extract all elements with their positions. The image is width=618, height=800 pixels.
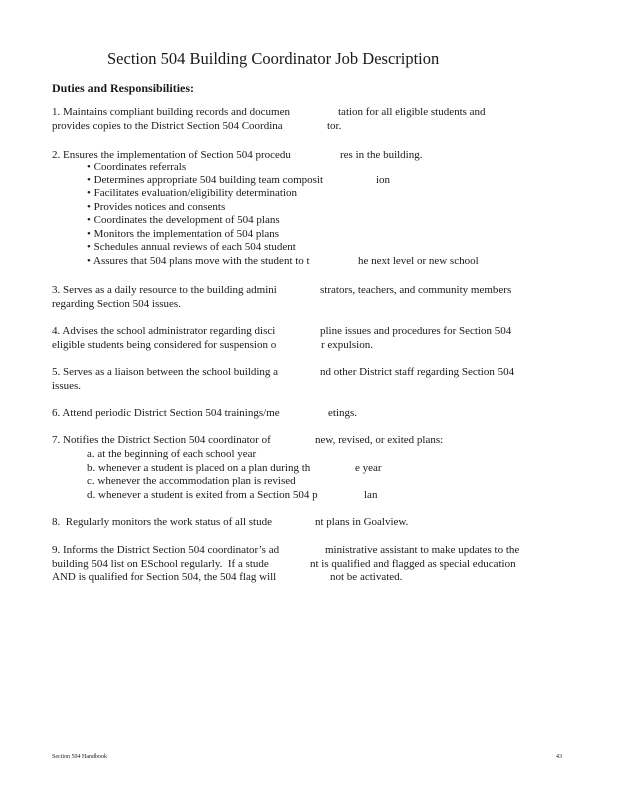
item-4-line-1b: pline issues and procedures for Section 504 (320, 325, 512, 337)
item-7-sub-a: a. at the beginning of each school year (87, 448, 257, 460)
item-2-line-1a: 2. Ensures the implementation of Section 504 procedu (52, 149, 291, 161)
item-1-line-1a: 1. Maintains compliant building records and documen (52, 106, 290, 118)
item-2-bullet-6: • Monitors the implementation of 504 plans (87, 228, 280, 240)
item-2-bullet-5: • Coordinates the development of 504 plans (87, 214, 280, 226)
item-9-line-3a: AND is qualified for Section 504, the 504 flag will (52, 571, 277, 583)
item-7-sub-c: c. whenever the accommodation plan is revised (87, 475, 296, 487)
item-6-line-1b: etings. (328, 407, 358, 419)
item-7-line-1a: 7. Notifies the District Section 504 coordinator of (52, 434, 271, 446)
item-2-bullet-4: • Provides notices and consents (87, 201, 226, 213)
item-2-bullet-8a: • Assures that 504 plans move with the student to t (87, 255, 310, 267)
footer-handbook-label: Section 504 Handbook (52, 754, 107, 760)
item-2-bullet-3: • Facilitates evaluation/eligibility determination (87, 187, 298, 199)
item-2-bullet-2a: • Determines appropriate 504 building team composit (87, 174, 324, 186)
document-title: Section 504 Building Coordinator Job Description (107, 49, 440, 68)
item-2-bullet-1: • Coordinates referrals (87, 161, 187, 173)
item-3-line-1a: 3. Serves as a daily resource to the building admini (52, 284, 277, 296)
item-1-line-1b: tation for all eligible students and (338, 106, 486, 118)
item-3-line-1b: strators, teachers, and community members (320, 284, 512, 296)
item-6-line-1a: 6. Attend periodic District Section 504 trainings/me (52, 407, 280, 419)
item-9-line-1a: 9. Informs the District Section 504 coordinator’s ad (52, 544, 280, 556)
item-2-bullet-7: • Schedules annual reviews of each 504 student (87, 241, 296, 253)
item-2-line-1b: res in the building. (340, 149, 423, 161)
item-5-line-2: issues. (52, 380, 82, 392)
item-9-line-2b: nt is qualified and flagged as special education (310, 558, 516, 570)
item-7-sub-b-b: e year (355, 462, 382, 474)
item-5-line-1b: nd other District staff regarding Section 504 (320, 366, 515, 378)
item-2-bullet-8b: he next level or new school (358, 255, 479, 267)
item-2-bullet-2b: ion (376, 174, 391, 186)
item-5-line-1a: 5. Serves as a liaison between the school building a (52, 366, 279, 378)
item-4-line-1a: 4. Advises the school administrator regarding disci (52, 325, 276, 337)
item-8-line-1a: 8. Regularly monitors the work status of all stude (52, 516, 272, 528)
item-4-line-2b: r expulsion. (321, 339, 373, 351)
item-3-line-2: regarding Section 504 issues. (52, 298, 181, 310)
item-7-sub-d-b: lan (364, 489, 378, 501)
footer-page-number: 43 (556, 754, 562, 760)
duties-heading: Duties and Responsibilities: (52, 81, 195, 95)
item-1-line-2a: provides copies to the District Section 504 Coordina (52, 120, 283, 132)
item-9-line-3b: not be activated. (330, 571, 403, 583)
item-8-line-1b: nt plans in Goalview. (315, 516, 409, 528)
item-7-sub-d-a: d. whenever a student is exited from a Section 504 p (87, 489, 318, 501)
item-7-sub-b-a: b. whenever a student is placed on a plan during th (87, 462, 311, 474)
item-4-line-2a: eligible students being considered for suspension o (52, 339, 277, 351)
item-7-line-1b: new, revised, or exited plans: (315, 434, 444, 446)
item-9-line-2a: building 504 list on ESchool regularly. If a stude (52, 558, 269, 570)
item-9-line-1b: ministrative assistant to make updates to the (325, 544, 520, 556)
item-1-line-2b: tor. (327, 120, 342, 132)
